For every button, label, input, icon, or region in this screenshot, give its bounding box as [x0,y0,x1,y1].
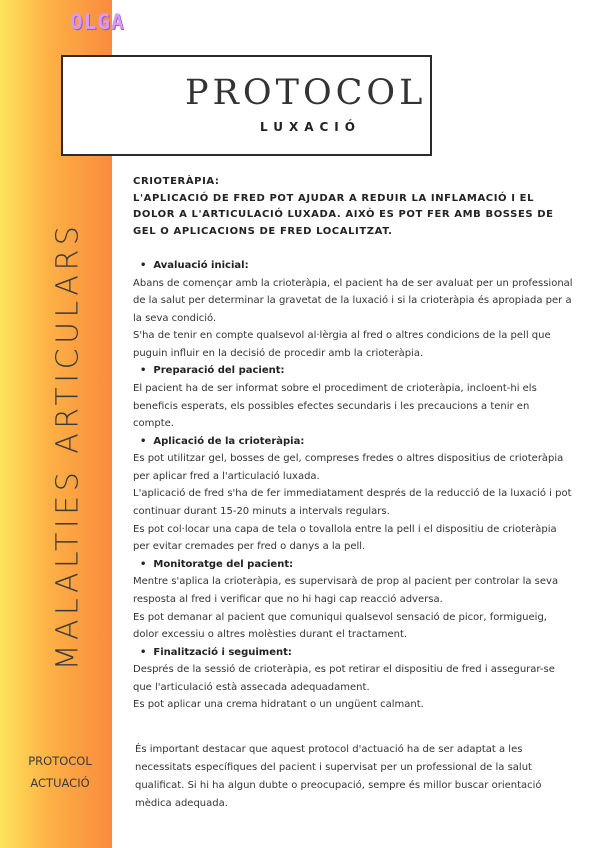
sidebar-footer-line1: PROTOCOL [28,754,92,768]
section-initial-assessment [133,257,573,362]
section-paragraph: Després de la sessió de crioteràpia, es pot retirar el dispositiu de fred i assegurar-se que l'articulació està assecada adequadament. [133,664,555,693]
section-title: • Aplicació de la crioteràpia: [140,433,573,451]
section-title: • Avaluació inicial: [140,257,573,275]
section-paragraph: S'ha de tenir en compte qualsevol al·lèrgia al fred o altres condicions de la pell que puguin influir en la decisió de procedir amb la crioteràpia. [133,330,551,359]
section-patient-monitoring [133,556,573,644]
intro-heading [133,174,573,240]
section-cryotherapy-application [133,433,573,556]
main-content [133,174,573,714]
intro-line1: CRIOTERÀPIA: [133,176,220,187]
section-paragraph: Es pot utilitzar gel, bosses de gel, compreses fredes o altres dispositius de crioteràpia per aplicar fred a l'articulació luxada. [133,453,564,482]
section-paragraph: L'aplicació de fred s'ha de fer immediatament després de la reducció de la luxació i pot continuar durant 15-20 minuts a intervals regulars. [133,488,572,518]
section-paragraph: Mentre s'aplica la crioteràpia, es supervisarà de prop al pacient per controlar la seva resposta al fred i verificar que no hi hagi cap reacció adversa. [133,576,559,605]
section-patient-preparation [133,362,573,432]
olga-logo: OLGA [70,10,125,34]
section-title: • Monitoratge del pacient: [140,556,573,574]
page-subtitle: LUXACIÓ [260,120,361,134]
section-title: • Preparació del pacient: [140,362,573,380]
section-paragraph: Es pot aplicar una crema hidratant o un ungüent calmant. [133,699,424,711]
section-paragraph: El pacient ha de ser informat sobre el procediment de crioteràpia, incloent-hi els beneficis esperats, els possibles efectes secundaris i les precaucions a tenir en compte. [133,382,537,430]
closing-note: És important destacar que aquest protocol d'actuació ha de ser adaptat a les necessitats específiques del pacient i supervisat per un professional de la salut qualificat. Si hi ha algun dubte o preocupació, sempre és millor buscar orientació mèdica adequada. [135,744,542,809]
sidebar-footer-line2: ACTUACIÓ [30,776,90,790]
vertical-category-title: MALALTIES ARTICULARS [50,221,86,671]
section-paragraph: Es pot demanar al pacient que comuniqui qualsevol sensació de picor, formigueig, dolor excessiu o altres molèsties durant el tractament. [133,611,547,641]
section-completion-followup [133,644,573,714]
sidebar-footer [18,750,102,794]
intro-line2: L'APLICACIÓ DE FRED POT AJUDAR A REDUIR LA INFLAMACIÓ I EL DOLOR A L'ARTICULACIÓ LUXADA. AIXÒ ES POT FER AMB BOSSES DE GEL O APLICACIONS DE FRED LOCALITZAT. [133,192,554,237]
section-title: • Finalització i seguiment: [140,644,573,662]
section-paragraph: Es pot col·locar una capa de tela o tovallola entre la pell i el dispositiu de crioteràpia per evitar cremades per fred o danys a la pell. [133,523,557,553]
page-title: PROTOCOL [185,73,427,113]
section-paragraph: Abans de començar amb la crioteràpia, el pacient ha de ser avaluat per un professional de la salut per determinar la gravetat de la luxació i si la crioteràpia és apropiada per a la seva condició. [133,277,573,324]
